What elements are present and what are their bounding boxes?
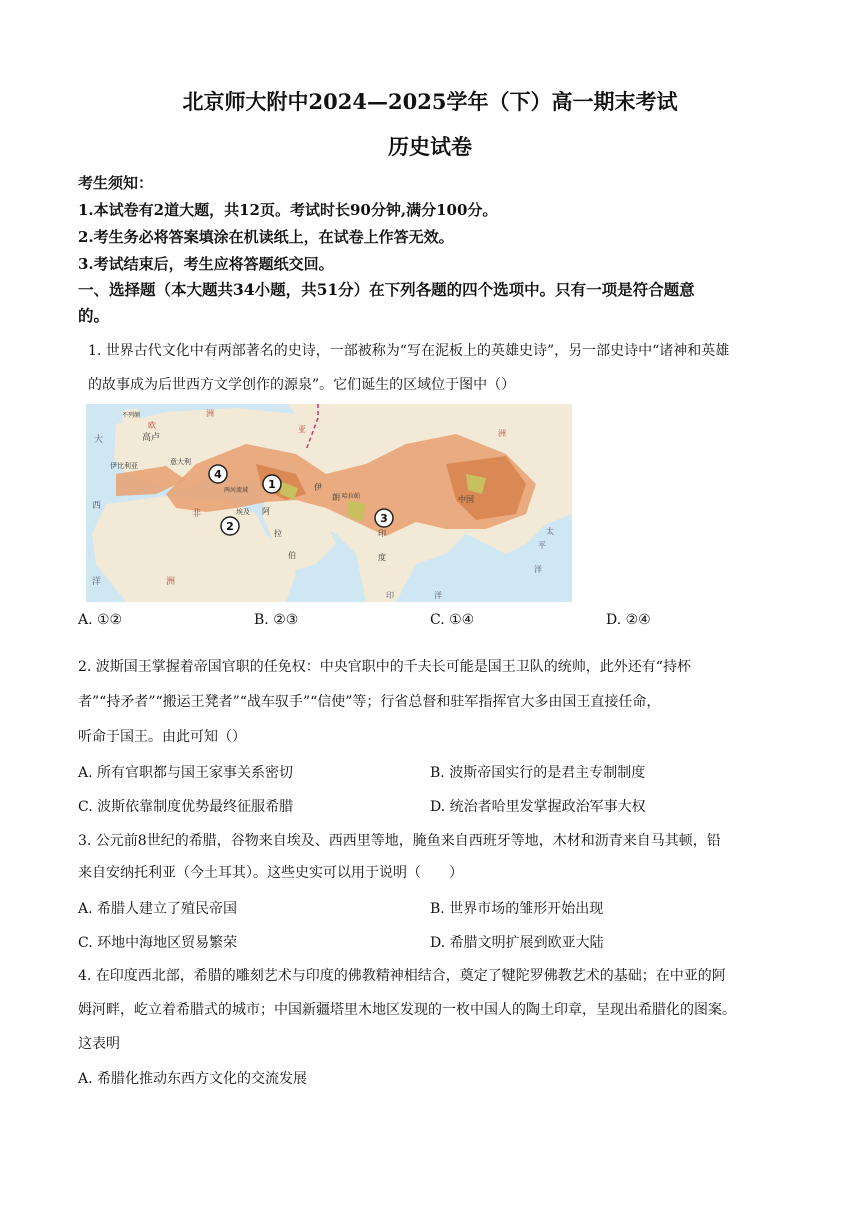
label-china: 中国 (458, 495, 474, 504)
question-3-line-2: 来自安纳托利亚（今土耳其）。这些史实可以用于说明（ ） (78, 865, 463, 881)
q1-option-b[interactable]: B. ②③ (254, 612, 299, 628)
question-2-line-1: 2. 波斯国王掌握着帝国官职的任免权：中央官职中的千夫长可能是国王卫队的统帅，此外还有“持杯 (78, 659, 691, 675)
question-1-line-1: 1. 世界古代文化中有两部著名的史诗，一部被称为“写在泥板上的英雄史诗”，另一部史诗中“诸神和英雄 (88, 343, 730, 359)
q3-option-d[interactable]: D. 希腊文明扩展到欧亚大陆 (430, 935, 604, 951)
q2-option-a[interactable]: A. 所有官职都与国王家事关系密切 (78, 765, 294, 781)
label-egypt: 埃及 (236, 508, 250, 516)
label-europe-zhou: 洲 (206, 409, 214, 418)
label-atlantic-da: 大 (94, 435, 104, 445)
question-2-line-3: 听命于国王。由此可知（） (78, 729, 246, 745)
svg-text:4: 4 (214, 468, 222, 481)
label-italy: 意大利 (170, 458, 191, 466)
label-africa-zhou: 洲 (166, 577, 176, 587)
notice-item-2: 2.考生务必将答案填涂在机读纸上，在试卷上作答无效。 (78, 228, 454, 246)
label-indian-yin: 印 (386, 591, 394, 600)
label-iran-yi: 伊 (314, 483, 322, 492)
ancient-civilizations-map (86, 404, 572, 602)
svg-text:2: 2 (226, 520, 234, 533)
label-atlantic-yang: 洋 (92, 577, 102, 587)
svg-text:3: 3 (380, 512, 388, 525)
section-heading-line-2: 的。 (78, 306, 110, 325)
label-mesopotamia: 两河流域 (224, 487, 249, 494)
label-pacific-yang: 洋 (534, 565, 542, 574)
label-pacific-tai: 太 (546, 527, 554, 536)
question-2-line-2: 者”“持矛者”“搬运王凳者”“战车驭手”“信使”等；行省总督和驻军指挥官大多由国王直接任命， (78, 694, 661, 710)
question-1-line-2: 的故事成为后世西方文学创作的源泉”。它们诞生的区域位于图中（） (88, 377, 516, 393)
q3-option-a[interactable]: A. 希腊人建立了殖民帝国 (78, 901, 238, 917)
question-3-line-1: 3. 公元前8世纪的希腊，谷物来自埃及、西西里等地，腌鱼来自西班牙等地，木材和沥青来自马其顿，铅 (78, 833, 721, 849)
q3-option-b[interactable]: B. 世界市场的雏形开始出现 (430, 901, 604, 917)
label-asia-zhou: 洲 (498, 429, 506, 438)
svg-text:1: 1 (268, 478, 276, 491)
exam-title: 北京师大附中2024—2025学年（下）高一期末考试 (182, 89, 678, 114)
q1-option-a[interactable]: A. ①② (78, 612, 123, 628)
q3-option-c[interactable]: C. 环地中海地区贸易繁荣 (78, 935, 238, 951)
marker-3 (375, 509, 393, 527)
label-atlantic-xi: 西 (92, 501, 102, 511)
q2-option-c[interactable]: C. 波斯依靠制度优势最终征服希腊 (78, 799, 294, 815)
label-indian-yang: 洋 (434, 591, 442, 600)
section-heading-line-1: 一、选择题（本大题共34小题，共51分）在下列各题的四个选项中。只有一项是符合题意 (78, 280, 695, 299)
label-arabia-a: 阿 (262, 507, 270, 516)
label-asia-ya: 亚 (298, 425, 306, 434)
marker-2 (221, 517, 239, 535)
notice-item-1: 1.本试卷有2道大题，共12页。考试时长90分钟,满分100分。 (78, 201, 498, 219)
notice-item-3: 3.考试结束后，考生应将答题纸交回。 (78, 255, 334, 273)
label-iberia: 伊比利亚 (110, 462, 138, 470)
label-britain: 不列颠 (122, 412, 141, 419)
q1-option-d[interactable]: D. ②④ (606, 612, 651, 628)
question-4-line-2: 姆河畔，屹立着希腊式的城市；中国新疆塔里木地区发现的一枚中国人的陶土印章，呈现出希腊化的图案。 (78, 1002, 736, 1018)
label-europe: 欧 (148, 421, 156, 430)
question-4-line-3: 这表明 (78, 1036, 120, 1052)
question-4-line-1: 4. 在印度西北部，希腊的雕刻艺术与印度的佛教精神相结合，奠定了犍陀罗佛教艺术的基础；在中亚的阿 (78, 968, 726, 984)
q1-option-c[interactable]: C. ①④ (430, 612, 475, 628)
label-india-yin: 印 (378, 529, 386, 538)
label-harappa: 哈拉帕 (342, 493, 361, 500)
q4-option-a[interactable]: A. 希腊化推动东西方文化的交流发展 (78, 1071, 308, 1087)
marker-4 (209, 465, 227, 483)
q2-option-b[interactable]: B. 波斯帝国实行的是君主专制制度 (430, 765, 646, 781)
exam-subtitle: 历史试卷 (388, 134, 472, 159)
label-arabia-bo: 伯 (288, 551, 296, 560)
marker-1 (263, 475, 281, 493)
label-pacific-ping: 平 (538, 541, 546, 550)
label-iran-lang: 朗 (332, 493, 340, 502)
label-africa-fei: 非 (192, 509, 202, 519)
label-arabia-la: 拉 (274, 529, 282, 538)
q2-option-d[interactable]: D. 统治者哈里发掌握政治军事大权 (430, 799, 646, 815)
notice-heading: 考生须知： (78, 174, 154, 192)
label-india-du: 度 (378, 553, 386, 562)
label-gaul: 高卢 (142, 433, 161, 443)
